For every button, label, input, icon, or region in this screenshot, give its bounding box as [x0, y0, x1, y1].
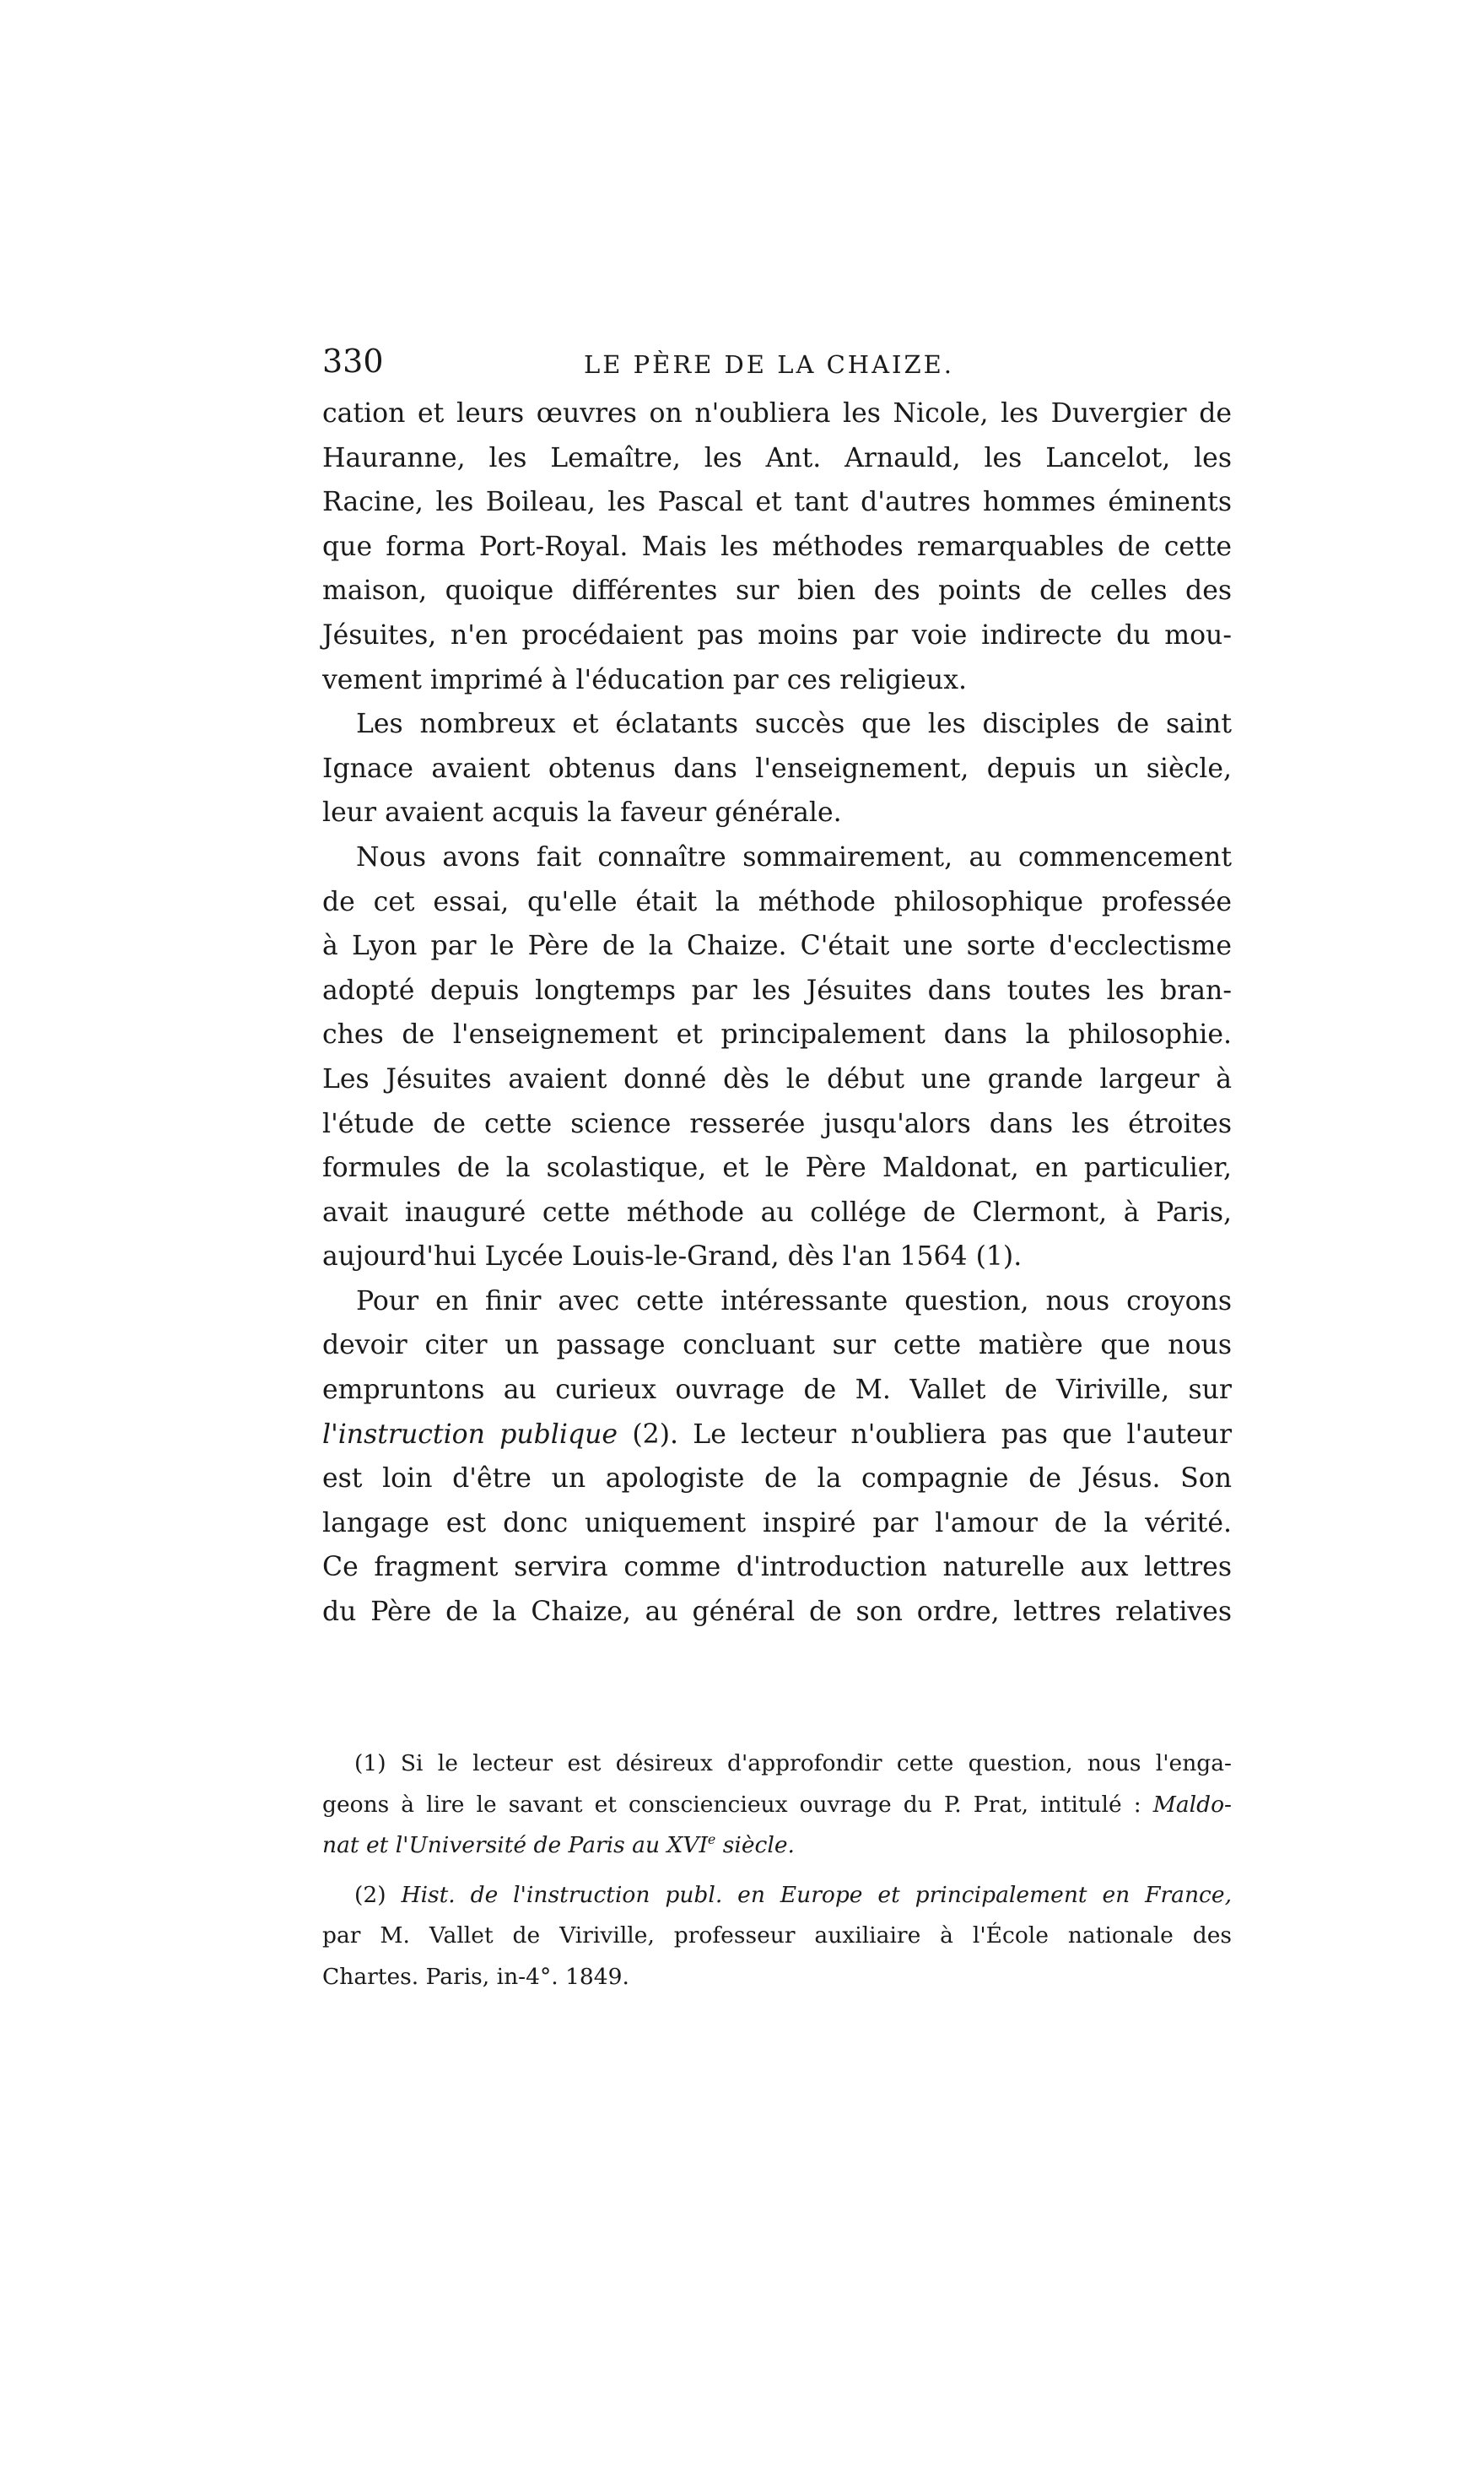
text-line: leur avaient acquis la faveur générale. [322, 797, 842, 829]
text-fragment: nat et l'Université de Paris au XVI [322, 1832, 708, 1858]
text-line: devoir citer un passage concluant sur cette matière que nous [322, 1330, 1232, 1361]
text-line: empruntons au curieux ouvrage de M. Vallet de Viriville, sur [322, 1375, 1232, 1406]
text-line: Jésuites, n'en procédaient pas moins par voie indirecte du mou- [322, 619, 1232, 651]
text-line: du Père de la Chaize, au général de son ordre, lettres relatives [322, 1597, 1232, 1628]
text-fragment: geons à lire le savant et consciencieux ouvrage du P. Prat, intitulé : [322, 1791, 1153, 1818]
text-line: Racine, les Boileau, les Pascal et tant d'autres hommes éminents [322, 487, 1232, 518]
text-fragment: (2). Le lecteur n'oubliera pas que l'auteur [618, 1419, 1232, 1450]
footnote-line [322, 1875, 1232, 1916]
text-line: à Lyon par le Père de la Chaize. C'était une sorte d'ecclectisme [322, 931, 1232, 962]
text-line: que forma Port-Royal. Mais les méthodes remarquables de cette [322, 531, 1232, 562]
text-line: maison, quoique différentes sur bien des points de celles des [322, 576, 1232, 607]
body-text [322, 392, 1232, 1635]
text-line: Pour en finir avec cette intéressante question, nous croyons [356, 1285, 1232, 1316]
text-fragment: (2) [354, 1881, 402, 1908]
italic-title: Maldo- [1152, 1791, 1232, 1818]
superscript: e [707, 1831, 716, 1848]
text-line: est loin d'être un apologiste de la compagnie de Jésus. Son [322, 1463, 1232, 1495]
text-line: Hauranne, les Lemaître, les Ant. Arnauld, les Lancelot, les [322, 442, 1232, 473]
footnote-line: (1) Si le lecteur est désireux d'approfondir cette question, nous l'enga- [354, 1750, 1232, 1776]
running-title: LE PÈRE DE LA CHAIZE. [584, 350, 955, 379]
text-line: cation et leurs œuvres on n'oubliera les Nicole, les Duvergier de [322, 398, 1232, 429]
footnote-line: Chartes. Paris, in-4°. 1849. [322, 1963, 629, 1990]
text-line: Ignace avaient obtenus dans l'enseignement, depuis un siècle, [322, 753, 1232, 784]
footnotes [322, 1743, 1232, 1997]
text-line: l'étude de cette science resserée jusqu'alors dans les étroites [322, 1108, 1232, 1139]
footnote-line [322, 1785, 1232, 1826]
text-line: Les nombreux et éclatants succès que les disciples de saint [356, 709, 1232, 740]
text-fragment: siècle. [715, 1832, 795, 1858]
footnote-line: par M. Vallet de Viriville, professeur auxiliaire à l'École nationale des [322, 1922, 1232, 1949]
text-line: Nous avons fait connaître sommairement, au commencement [356, 841, 1232, 873]
text-line: de cet essai, qu'elle était la méthode philosophique professée [322, 886, 1232, 917]
text-line: vement imprimé à l'éducation par ces religieux. [322, 664, 967, 695]
text-line: aujourd'hui Lycée Louis-le-Grand, dès l'an 1564 (1). [322, 1241, 1023, 1273]
text-line: adopté depuis longtemps par les Jésuites dans toutes les bran- [322, 975, 1232, 1006]
text-line: ches de l'enseignement et principalement dans la philosophie. [322, 1019, 1232, 1051]
italic-title [322, 1832, 795, 1858]
text-line: langage est donc uniquement inspiré par l'amour de la vérité. [322, 1507, 1232, 1538]
italic-title: l'instruction publique [322, 1419, 618, 1450]
text-line: formules de la scolastique, et le Père Maldonat, en particulier, [322, 1153, 1232, 1184]
page-number: 330 [322, 343, 384, 380]
text-line [322, 1413, 1232, 1457]
footnote-line [322, 1825, 1232, 1867]
page-header [322, 336, 1232, 387]
text-line: Les Jésuites avaient donné dès le début une grande largeur à [322, 1063, 1232, 1095]
italic-title: Hist. de l'instruction publ. en Europe et principalement en France, [401, 1881, 1232, 1908]
text-line: avait inauguré cette méthode au collége de Clermont, à Paris, [322, 1197, 1232, 1228]
text-line: Ce fragment servira comme d'introduction naturelle aux lettres [322, 1552, 1232, 1583]
